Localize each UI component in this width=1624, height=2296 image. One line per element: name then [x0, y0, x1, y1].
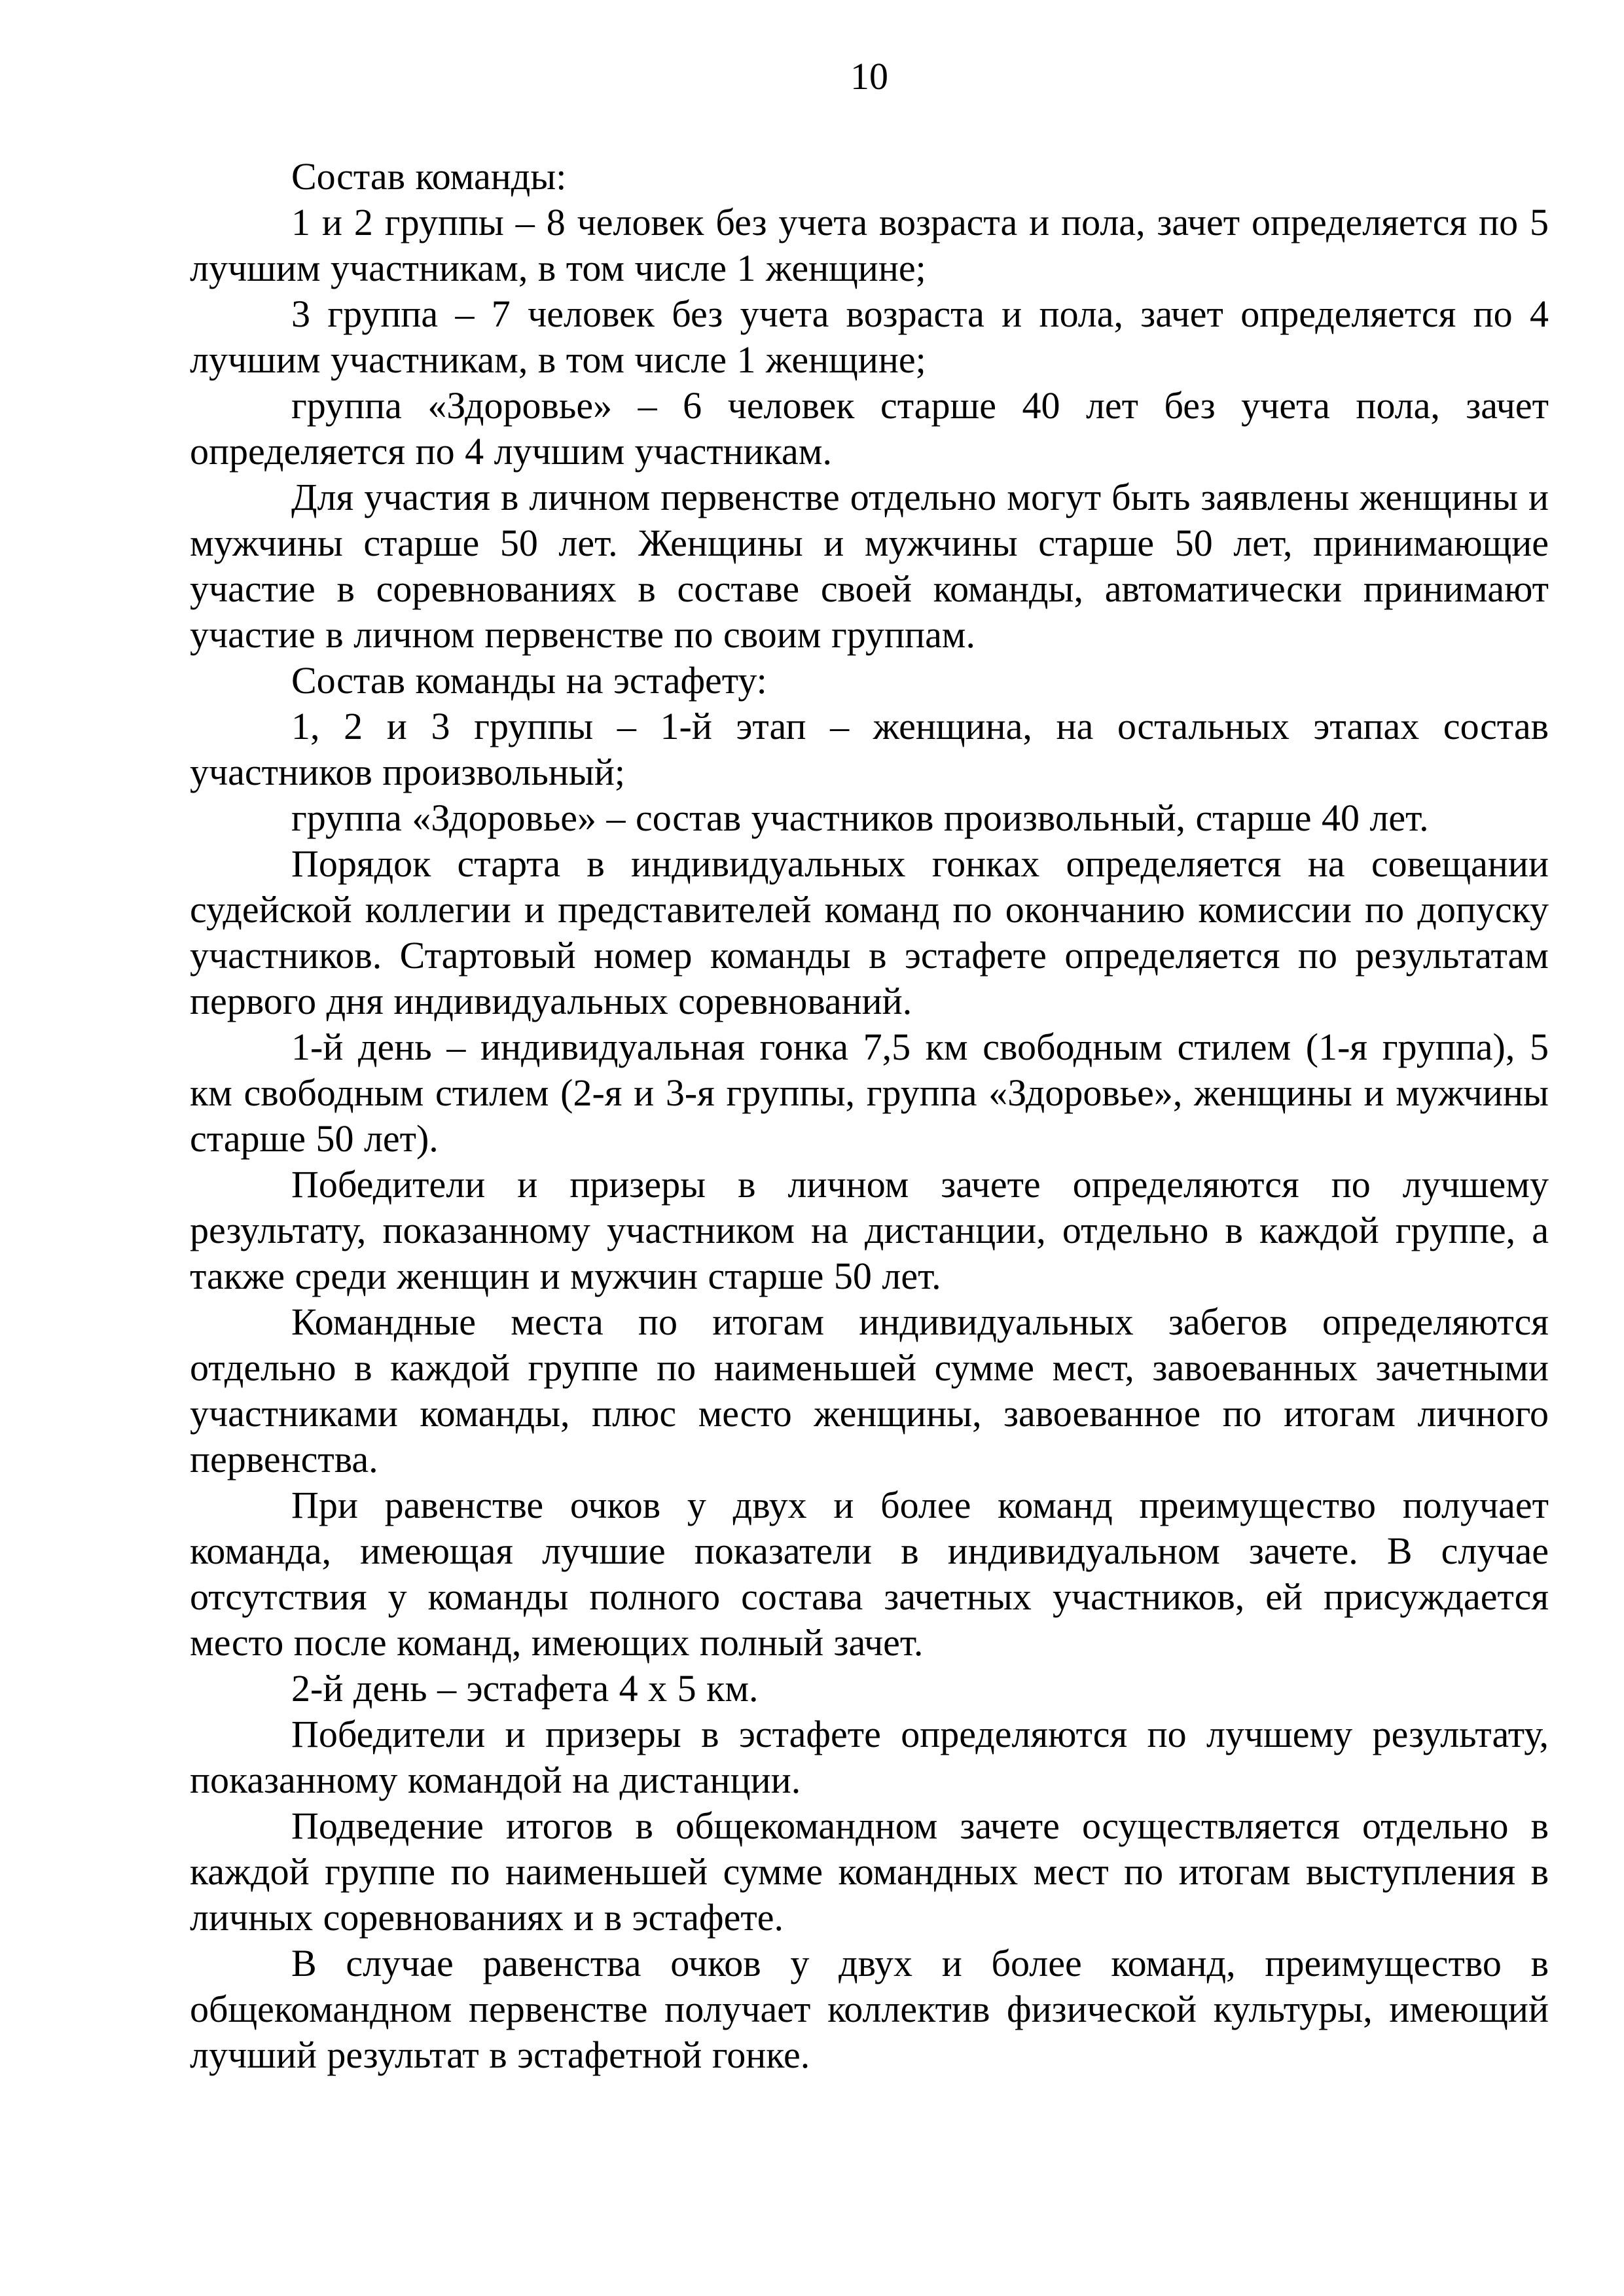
- paragraph: группа «Здоровье» – 6 человек старше 40 лет без учета пола, зачет определяется по 4 лучшим участникам.: [190, 384, 1549, 473]
- paragraph: Состав команды:: [291, 155, 567, 198]
- paragraph: Победители и призеры в эстафете определяются по лучшему результату, показанному командой на дистанции.: [190, 1713, 1549, 1801]
- paragraph: Командные места по итогам индивидуальных забегов определяются отдельно в каждой группе по наименьшей сумме мест, завоеванных зачетными участниками команды, плюс место женщины, завоеванное по итогам личного первенства.: [190, 1300, 1549, 1480]
- paragraph: 1, 2 и 3 группы – 1-й этап – женщина, на остальных этапах состав участников произвольный;: [190, 705, 1549, 793]
- page-number: 10: [850, 55, 888, 98]
- paragraph: Для участия в личном первенстве отдельно могут быть заявлены женщины и мужчины старше 50 лет. Женщины и мужчины старше 50 лет, принимающие участие в соревнованиях в составе своей команды, автоматически принимают участие в личном первенстве по своим группам.: [190, 476, 1549, 656]
- paragraph: 1 и 2 группы – 8 человек без учета возраста и пола, зачет определяется по 5 лучшим участникам, в том числе 1 женщине;: [190, 201, 1549, 289]
- document-body: [190, 154, 1549, 2078]
- paragraph: группа «Здоровье» – состав участников произвольный, старше 40 лет.: [291, 797, 1429, 839]
- paragraph: 3 группа – 7 человек без учета возраста и пола, зачет определяется по 4 лучшим участникам, в том числе 1 женщине;: [190, 293, 1549, 381]
- paragraph: При равенстве очков у двух и более команд преимущество получает команда, имеющая лучшие показатели в индивидуальном зачете. В случае отсутствия у команды полного состава зачетных участников, ей присуждается место после команд, имеющих полный зачет.: [190, 1484, 1549, 1664]
- paragraph: Состав команды на эстафету:: [291, 659, 767, 702]
- paragraph: 1-й день – индивидуальная гонка 7,5 км свободным стилем (1-я группа), 5 км свободным стилем (2-я и 3-я группы, группа «Здоровье», женщины и мужчины старше 50 лет).: [190, 1026, 1549, 1160]
- paragraph: Порядок старта в индивидуальных гонках определяется на совещании судейской коллегии и представителей команд по окончанию комиссии по допуску участников. Стартовый номер команды в эстафете определяется по результатам первого дня индивидуальных соревнований.: [190, 842, 1549, 1022]
- paragraph: В случае равенства очков у двух и более команд, преимущество в общекомандном первенстве получает коллектив физической культуры, имеющий лучший результат в эстафетной гонке.: [190, 1942, 1549, 2076]
- paragraph: 2-й день – эстафета 4 х 5 км.: [291, 1667, 759, 1710]
- paragraph: Победители и призеры в личном зачете определяются по лучшему результату, показанному участником на дистанции, отдельно в каждой группе, а также среди женщин и мужчин старше 50 лет.: [190, 1163, 1549, 1297]
- paragraph: Подведение итогов в общекомандном зачете осуществляется отдельно в каждой группе по наименьшей сумме командных мест по итогам выступления в личных соревнованиях и в эстафете.: [190, 1804, 1549, 1939]
